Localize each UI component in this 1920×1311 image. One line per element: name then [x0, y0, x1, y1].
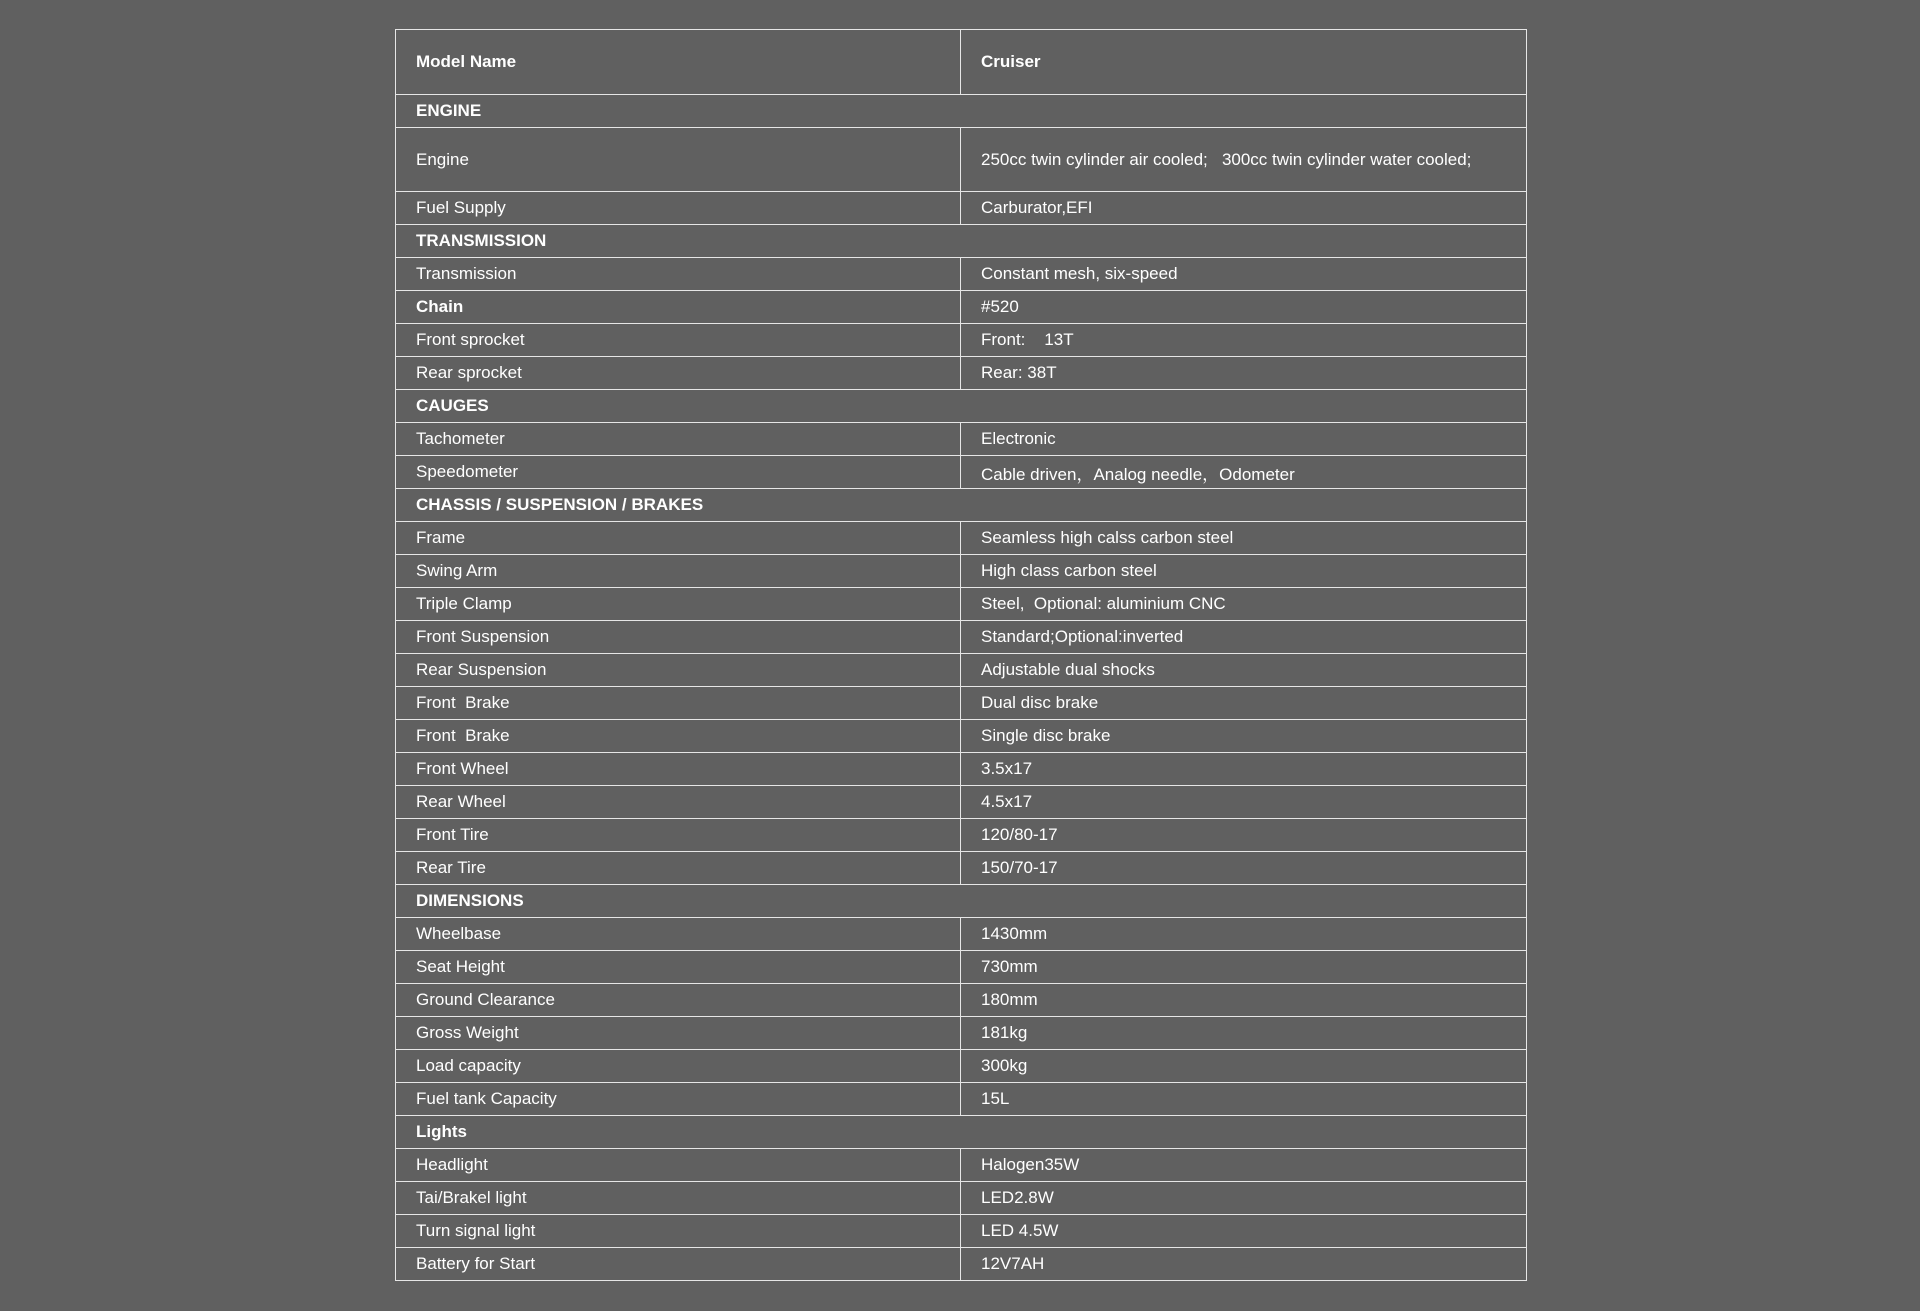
- table-row: [396, 357, 1527, 390]
- spec-value: Seamless high calss carbon steel: [961, 522, 1527, 555]
- table-row: [396, 1215, 1527, 1248]
- spec-value: Electronic: [961, 423, 1527, 456]
- spec-label: Seat Height: [396, 951, 961, 984]
- spec-value: Rear: 38T: [961, 357, 1527, 390]
- spec-value: 180mm: [961, 984, 1527, 1017]
- spec-label: Swing Arm: [396, 555, 961, 588]
- table-row: [396, 951, 1527, 984]
- section-row-cauges: [396, 390, 1527, 423]
- spec-label: Fuel Supply: [396, 192, 961, 225]
- spec-label: Triple Clamp: [396, 588, 961, 621]
- spec-label: Load capacity: [396, 1050, 961, 1083]
- spec-table: [395, 29, 1527, 1281]
- spec-label: Headlight: [396, 1149, 961, 1182]
- section-title: Lights: [396, 1116, 1527, 1149]
- table-row: [396, 621, 1527, 654]
- table-row: [396, 324, 1527, 357]
- table-row: [396, 1017, 1527, 1050]
- table-row: [396, 1149, 1527, 1182]
- table-row: [396, 1248, 1527, 1281]
- table-row: [396, 291, 1527, 324]
- spec-label: Battery for Start: [396, 1248, 961, 1281]
- spec-value: LED2.8W: [961, 1182, 1527, 1215]
- table-row: [396, 555, 1527, 588]
- spec-value: 12V7AH: [961, 1248, 1527, 1281]
- spec-label: Rear sprocket: [396, 357, 961, 390]
- spec-label: Fuel tank Capacity: [396, 1083, 961, 1116]
- spec-label: Turn signal light: [396, 1215, 961, 1248]
- section-row-dimensions: [396, 885, 1527, 918]
- table-row: [396, 588, 1527, 621]
- spec-value: Cable driven，Analog needle，Odometer: [961, 456, 1527, 489]
- section-row-chassis: [396, 489, 1527, 522]
- spec-value: 300kg: [961, 1050, 1527, 1083]
- spec-label: Gross Weight: [396, 1017, 961, 1050]
- spec-value: Front: 13T: [961, 324, 1527, 357]
- table-row: [396, 720, 1527, 753]
- spec-value: 120/80-17: [961, 819, 1527, 852]
- spec-value: 3.5x17: [961, 753, 1527, 786]
- table-row: [396, 192, 1527, 225]
- spec-label: Front Brake: [396, 720, 961, 753]
- spec-label: Speedometer: [396, 456, 961, 489]
- spec-value: Steel, Optional: aluminium CNC: [961, 588, 1527, 621]
- spec-value: LED 4.5W: [961, 1215, 1527, 1248]
- spec-value: Dual disc brake: [961, 687, 1527, 720]
- spec-label: Ground Clearance: [396, 984, 961, 1017]
- spec-label: Wheelbase: [396, 918, 961, 951]
- spec-label: Front Tire: [396, 819, 961, 852]
- spec-label: Rear Wheel: [396, 786, 961, 819]
- spec-label: Frame: [396, 522, 961, 555]
- spec-label: Chain: [396, 291, 961, 324]
- table-row: [396, 1083, 1527, 1116]
- spec-value: 250cc twin cylinder air cooled; 300cc twin cylinder water cooled;: [961, 128, 1527, 192]
- table-row: [396, 984, 1527, 1017]
- table-row: [396, 654, 1527, 687]
- table-row: [396, 1182, 1527, 1215]
- spec-label: Tai/Brakel light: [396, 1182, 961, 1215]
- spec-label: Front Suspension: [396, 621, 961, 654]
- table-row: [396, 128, 1527, 192]
- table-header-row: [396, 30, 1527, 95]
- table-row: [396, 522, 1527, 555]
- table-row: [396, 753, 1527, 786]
- section-title: TRANSMISSION: [396, 225, 1527, 258]
- table-row: [396, 1050, 1527, 1083]
- spec-value: 15L: [961, 1083, 1527, 1116]
- table-row: [396, 852, 1527, 885]
- spec-value: Constant mesh, six-speed: [961, 258, 1527, 291]
- spec-label: Rear Tire: [396, 852, 961, 885]
- spec-value: 4.5x17: [961, 786, 1527, 819]
- spec-value: Halogen35W: [961, 1149, 1527, 1182]
- table-row: [396, 423, 1527, 456]
- spec-value: Standard;Optional:inverted: [961, 621, 1527, 654]
- section-row-transmission: [396, 225, 1527, 258]
- model-name-value: Cruiser: [961, 30, 1527, 95]
- table-row: [396, 687, 1527, 720]
- spec-label: Engine: [396, 128, 961, 192]
- section-title: DIMENSIONS: [396, 885, 1527, 918]
- spec-value: Carburator,EFI: [961, 192, 1527, 225]
- spec-label: Front sprocket: [396, 324, 961, 357]
- spec-value: Adjustable dual shocks: [961, 654, 1527, 687]
- table-row: [396, 918, 1527, 951]
- spec-value: #520: [961, 291, 1527, 324]
- spec-value: Single disc brake: [961, 720, 1527, 753]
- section-row-engine: [396, 95, 1527, 128]
- section-title: CAUGES: [396, 390, 1527, 423]
- spec-value: 1430mm: [961, 918, 1527, 951]
- section-title: CHASSIS / SUSPENSION / BRAKES: [396, 489, 1527, 522]
- spec-label: Front Wheel: [396, 753, 961, 786]
- spec-value: 150/70-17: [961, 852, 1527, 885]
- spec-label: Tachometer: [396, 423, 961, 456]
- spec-label: Rear Suspension: [396, 654, 961, 687]
- spec-value: 181kg: [961, 1017, 1527, 1050]
- spec-value: High class carbon steel: [961, 555, 1527, 588]
- table-row: [396, 819, 1527, 852]
- spec-label: Transmission: [396, 258, 961, 291]
- table-row: [396, 258, 1527, 291]
- section-title: ENGINE: [396, 95, 1527, 128]
- table-row: [396, 786, 1527, 819]
- model-name-label: Model Name: [396, 30, 961, 95]
- section-row-lights: [396, 1116, 1527, 1149]
- spec-label: Front Brake: [396, 687, 961, 720]
- spec-value: 730mm: [961, 951, 1527, 984]
- table-row: [396, 456, 1527, 489]
